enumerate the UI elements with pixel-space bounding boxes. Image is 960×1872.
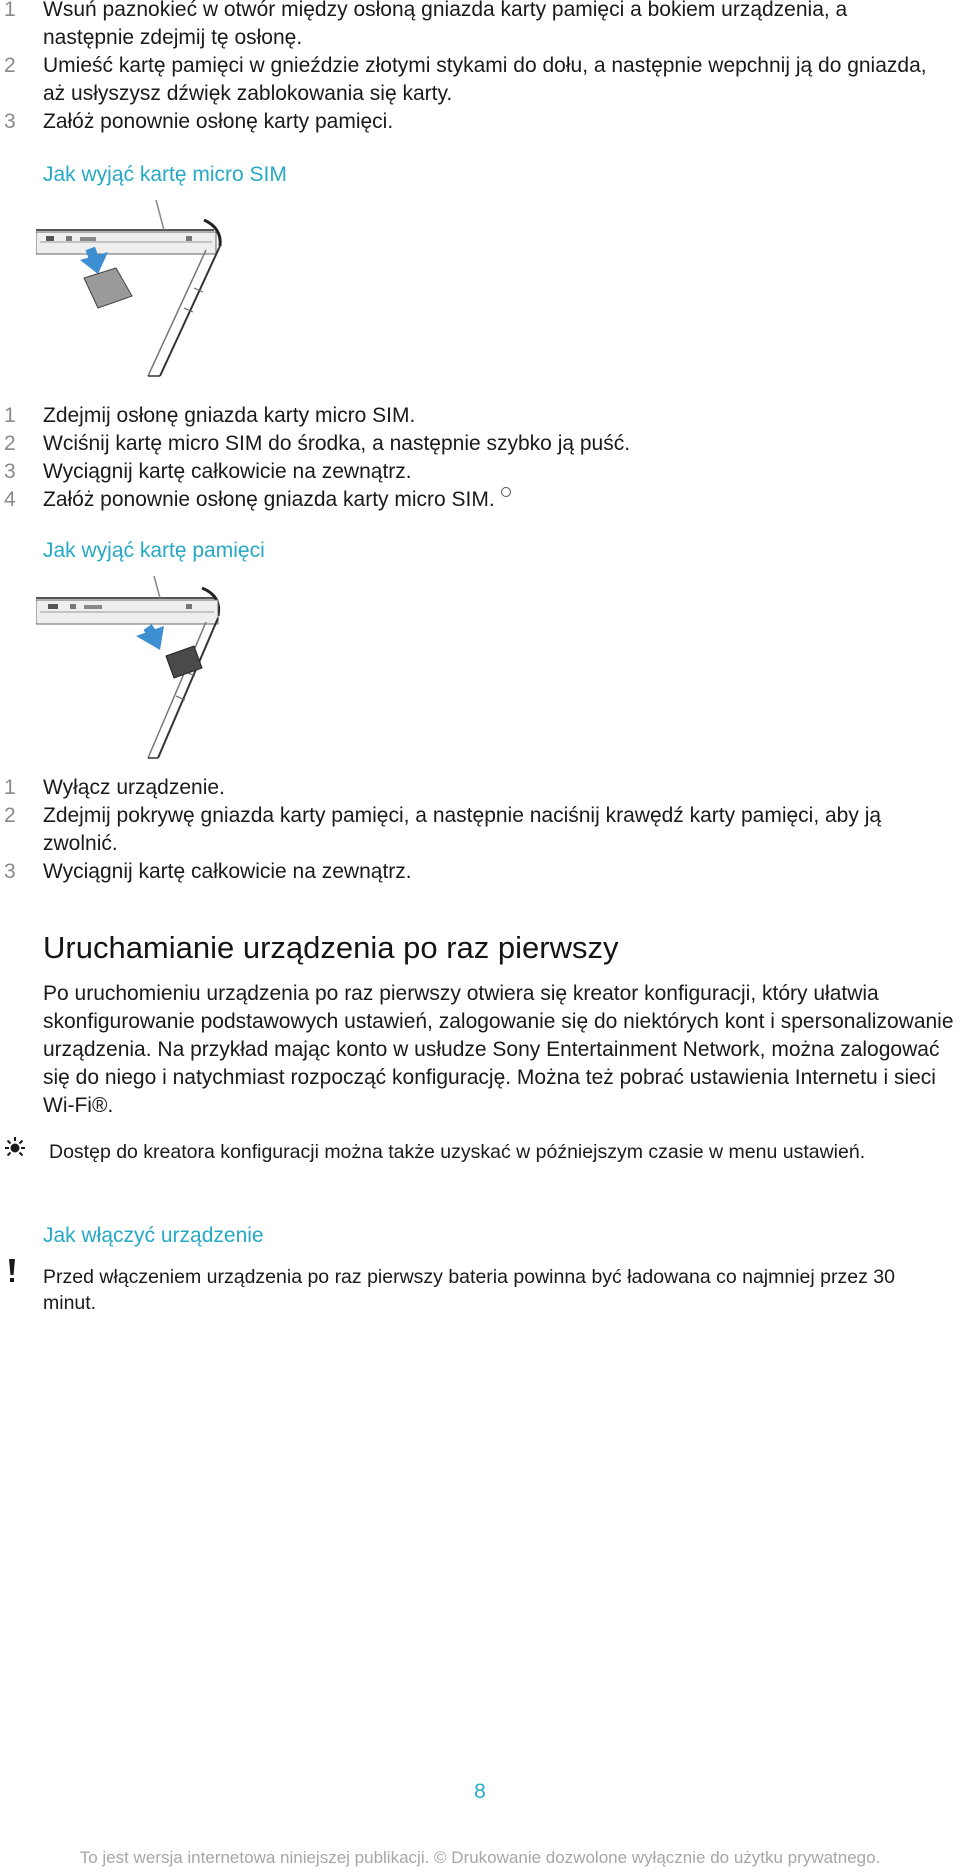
step-text: Zdejmij pokrywę gniazda karty pamięci, a następnie naciśnij krawędź karty pamięci, aby ją zwolnić. (43, 804, 882, 855)
step-text: Wyciągnij kartę całkowicie na zewnątrz. (43, 460, 412, 483)
step-number: 1 (4, 776, 16, 799)
step-number: 1 (4, 0, 16, 21)
list-item (0, 458, 940, 486)
memory-card-illustration (36, 574, 236, 794)
tip-note: Dostęp do kreatora konfiguracji można także uzyskać w późniejszym czasie w menu ustawień. (49, 1141, 866, 1163)
list-item (0, 108, 940, 136)
page-number: 8 (474, 1780, 486, 1803)
step-text (43, 486, 940, 514)
exclamation-icon (7, 1259, 17, 1283)
footer-note: To jest wersja internetowa niniejszej publikacji. © Drukowanie dozwolone wyłącznie do użytku prywatnego. (79, 1848, 881, 1867)
sim-illustration (36, 198, 236, 414)
list-item (0, 774, 940, 802)
list-item (0, 402, 940, 430)
end-circle-icon (501, 487, 511, 497)
list-item (0, 802, 940, 858)
step-text: Wyłącz urządzenie. (43, 776, 225, 799)
step-text: Wsuń paznokieć w otwór między osłoną gniazda karty pamięci a bokiem urządzenia, a następnie zdejmij tę osłonę. (43, 0, 848, 49)
section-title: Uruchamianie urządzenia po raz pierwszy (43, 930, 619, 965)
step-text-value: Załóż ponownie osłonę gniazda karty micro SIM. (43, 488, 495, 511)
list-item (0, 486, 940, 514)
step-text: Załóż ponownie osłonę karty pamięci. (43, 110, 394, 133)
list-item (0, 0, 940, 52)
heading-turn-on: Jak włączyć urządzenie (43, 1224, 264, 1247)
heading-remove-sim: Jak wyjąć kartę micro SIM (43, 163, 287, 186)
step-text: Wyciągnij kartę całkowicie na zewnątrz. (43, 860, 412, 883)
step-text: Zdejmij osłonę gniazda karty micro SIM. (43, 404, 416, 427)
intro-paragraph: Po uruchomieniu urządzenia po raz pierwszy otwiera się kreator konfiguracji, który ułatwia skonfigurowanie podstawowych ustawień, zalogowanie się do niektórych kont i spersonalizowanie urządzenia. Na przykład mając konto w usłudze Sony Entertainment Network, można zalogować się do niego i natychmiast rozpocząć konfigurację. Można też pobrać ustawienia Internetu i sieci Wi-Fi®. (43, 982, 954, 1117)
list-item (0, 430, 940, 458)
steps-remove-card (0, 774, 940, 886)
step-number: 3 (4, 110, 16, 133)
heading-remove-card: Jak wyjąć kartę pamięci (43, 539, 265, 562)
down-arrow-icon (136, 624, 164, 650)
steps-insert-card (0, 0, 940, 136)
step-number: 1 (4, 404, 16, 427)
step-number: 2 (4, 54, 16, 77)
step-number: 2 (4, 804, 16, 827)
list-item (0, 858, 940, 886)
warning-note: Przed włączeniem urządzenia po raz pierwszy bateria powinna być ładowana co najmniej przez 30 minut. (43, 1266, 895, 1314)
lightbulb-icon (4, 1136, 26, 1158)
step-number: 3 (4, 460, 16, 483)
step-text: Umieść kartę pamięci w gnieździe złotymi stykami do dołu, a następnie wepchnij ją do gniazda, aż usłyszysz dźwięk zablokowania się karty. (43, 54, 927, 105)
list-item (0, 52, 940, 108)
step-number: 3 (4, 860, 16, 883)
step-number: 4 (4, 488, 16, 511)
step-text: Wciśnij kartę micro SIM do środka, a następnie szybko ją puść. (43, 432, 631, 455)
step-number: 2 (4, 432, 16, 455)
steps-remove-sim (0, 402, 940, 514)
